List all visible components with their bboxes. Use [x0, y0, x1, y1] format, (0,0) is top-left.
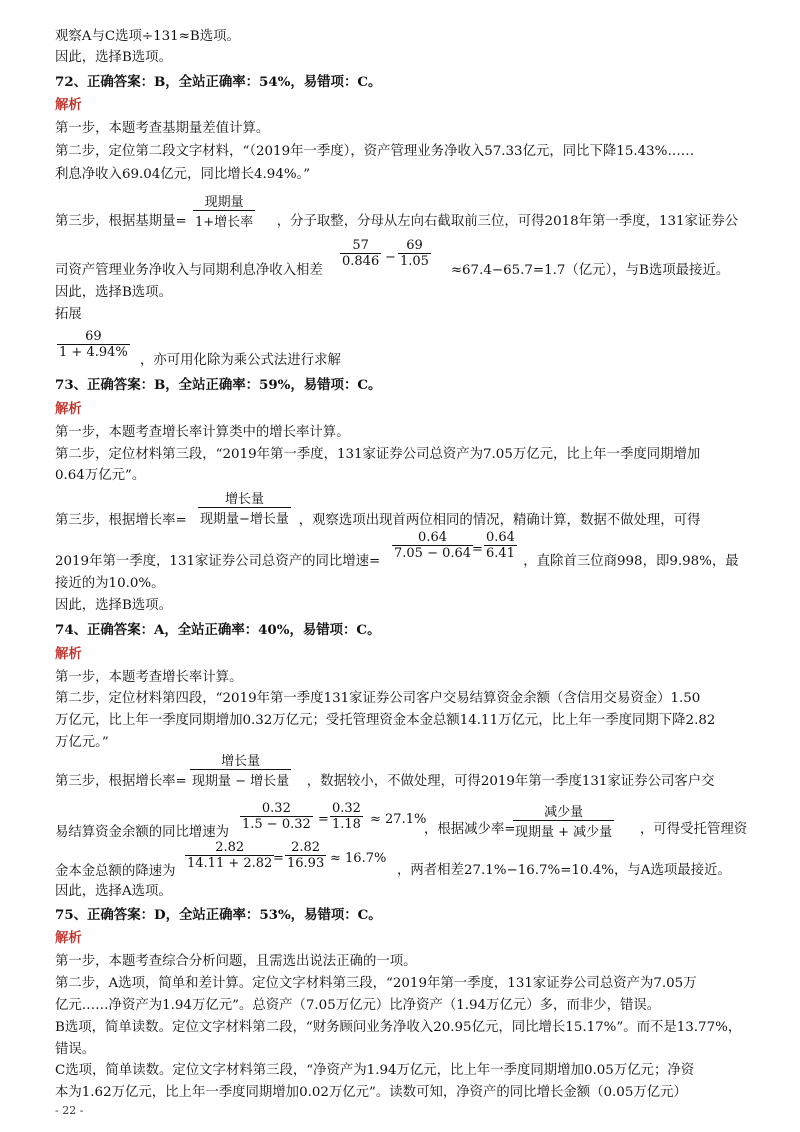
q75-header: 75、正确答案：D，全站正确率：53%，易错项：C。: [55, 907, 382, 923]
fraction-numerator: 0.32: [332, 801, 361, 816]
text-line: [55, 213, 755, 231]
text-span: ，两者相差27.1%−16.7%=10.4%，与A选项最接近。: [397, 863, 731, 878]
fraction-denominator: 0.846: [342, 254, 380, 269]
formula-fraction: [185, 840, 274, 871]
page-number: - 22 -: [55, 1104, 84, 1117]
text-line: 本为1.62万亿元，比上年一季度同期增加0.02万亿元”。读数可知，净资产的同比增长金额（0.05万亿元）: [55, 1085, 687, 1100]
equals-sign: =: [472, 542, 483, 557]
fraction-denominator: 16.93: [287, 856, 325, 871]
formula-fraction: [193, 191, 255, 230]
formula-fraction: [513, 801, 614, 840]
formula-fraction: [398, 238, 431, 269]
fraction-numerator: 0.64: [486, 530, 515, 545]
formula-fraction: [392, 530, 473, 561]
fraction-denominator: 1 + 4.94%: [59, 345, 128, 360]
q73-jiexi-label: 解析: [55, 401, 82, 417]
fraction-denominator: 现期量−增长量: [198, 507, 291, 527]
equals-sign: =: [318, 812, 329, 827]
approx-value: ≈ 16.7%: [330, 851, 387, 866]
text-line: 因此，选择B选项。: [55, 285, 172, 300]
fraction-denominator: 现期量 − 增长量: [190, 769, 291, 789]
fraction-denominator: 6.41: [486, 546, 515, 561]
text-line: 亿元……净资产为1.94万亿元”。总资产（7.05万亿元）比净资产（1.94万亿元）多，而非少，错误。: [55, 998, 661, 1013]
text-line: 利息净收入69.04亿元，同比增长4.94%。”: [55, 167, 311, 182]
text-span: ，根据减少率=: [424, 822, 516, 837]
q74-jiexi-label: 解析: [55, 646, 82, 662]
text-line: 第一步，本题考查基期量差值计算。: [55, 121, 270, 136]
fraction-denominator: 现期量 + 减少量: [513, 820, 614, 840]
text-line: 万亿元，比上年一季度同期增加0.32万亿元；受托管理资金本金总额14.11万亿元，比上年一季度同期下降2.82: [55, 713, 716, 728]
fraction-numerator: 69: [406, 238, 423, 253]
fraction-numerator: 57: [352, 238, 369, 253]
formula-fraction: [190, 750, 291, 789]
text-line: [55, 512, 755, 530]
fraction-numerator: 0.64: [418, 530, 447, 545]
text-line: 0.64万亿元”。: [55, 468, 146, 483]
fraction-denominator: 1.5 − 0.32: [242, 817, 311, 832]
formula-fraction: [330, 801, 363, 832]
fraction-denominator: 7.05 − 0.64: [394, 546, 472, 561]
fraction-numerator: 增长量: [221, 754, 261, 769]
text-line: 万亿元。”: [55, 735, 109, 750]
fraction-denominator: 14.11 + 2.82: [187, 856, 273, 871]
text-line: [55, 773, 755, 791]
fraction-numerator: 减少量: [544, 805, 584, 820]
text-line: 金本金总额的降速为: [55, 864, 176, 879]
text-line: 因此，选择A选项。: [55, 884, 172, 899]
text-line: C选项，简单读数。定位文字材料第三段，“净资产为1.94万亿元，比上年一季度同期增加0.05万亿元；净资: [55, 1063, 695, 1078]
formula-fraction: [240, 801, 313, 832]
text-span: ，分子取整，分母从左向右截取前三位，可得2018年第一季度，131家证券公: [276, 214, 739, 229]
text-span: 第三步，根据增长率=: [55, 774, 187, 789]
text-line: 第一步，本题考查增长率计算类中的增长率计算。: [55, 425, 350, 440]
text-span: ，直除首三位商998，即9.98%，最: [523, 554, 739, 569]
fraction-denominator: 1.05: [400, 254, 429, 269]
text-line: 第二步，定位第二段文字材料，“（2019年一季度），资产管理业务净收入57.33亿元，同比下降15.43%……: [55, 144, 695, 159]
text-line: 错误。: [55, 1042, 96, 1057]
text-line: 第一步，本题考查增长率计算。: [55, 670, 243, 685]
text-line: 第二步，定位材料第三段，“2019年第一季度，131家证券公司总资产为7.05万亿元，比上年一季度同期增加: [55, 447, 701, 462]
formula-fraction: [340, 238, 381, 269]
formula-fraction: [198, 488, 291, 527]
formula-fraction: [484, 530, 517, 561]
fraction-denominator: 1.18: [332, 817, 361, 832]
text-span: ，数据较小，不做处理，可得2019年第一季度131家证券公司客户交: [306, 774, 715, 789]
q75-jiexi-label: 解析: [55, 930, 82, 946]
q74-header: 74、正确答案：A，全站正确率：40%，易错项：C。: [55, 622, 381, 638]
tuozhan-label: 拓展: [55, 307, 82, 322]
text-line: 因此，选择B选项。: [55, 50, 172, 65]
text-line: 易结算资金余额的同比增速为: [55, 825, 230, 840]
q73-header: 73、正确答案：B，全站正确率：59%，易错项：C。: [55, 377, 382, 393]
text-line: 第二步，定位材料第四段，“2019年第一季度131家证券公司客户交易结算资金余额（含信用交易资金）1.50: [55, 691, 701, 706]
fraction-denominator: 1+增长率: [193, 210, 255, 230]
text-span: 第三步，根据基期量=: [55, 214, 187, 229]
approx-value: ≈ 27.1%: [370, 812, 427, 827]
fraction-numerator: 69: [85, 329, 102, 344]
text-span: ≈67.4−65.7=1.7（亿元），与B选项最接近。: [450, 263, 730, 278]
text-span: 司资产管理业务净收入与同期利息净收入相差: [55, 263, 323, 278]
text-line: 第一步，本题考查综合分析问题，且需选出说法正确的一项。: [55, 954, 417, 969]
q72-jiexi-label: 解析: [55, 97, 82, 113]
formula-fraction: [57, 329, 130, 360]
text-line: 第二步，A选项，简单和差计算。定位文字材料第三段，“2019年第一季度，131家证券公司总资产为7.05万: [55, 976, 697, 991]
text-span: 2019年第一季度，131家证券公司总资产的同比增速=: [55, 554, 381, 569]
minus-sign: −: [385, 250, 396, 265]
text-span: ，可得受托管理资: [640, 822, 748, 837]
text-span: 第三步，根据增长率=: [55, 513, 187, 528]
fraction-numerator: 增长量: [224, 492, 264, 507]
q72-header: 72、正确答案：B，全站正确率：54%，易错项：C。: [55, 74, 382, 90]
text-line: ，亦可用化除为乘公式法进行求解: [140, 353, 341, 368]
text-line: 观察A与C选项÷131≈B选项。: [55, 29, 240, 44]
text-span: ，观察选项出现首两位相同的情况，精确计算，数据不做处理，可得: [298, 513, 701, 528]
text-line: B选项，简单读数。定位文字材料第二段，“财务顾问业务净收入20.95亿元，同比增长15.17%”。而不是13.77%，: [55, 1020, 742, 1035]
formula-fraction: [285, 840, 326, 871]
text-line: 接近的为10.0%。: [55, 576, 165, 591]
text-line: 因此，选择B选项。: [55, 598, 172, 613]
fraction-numerator: 现期量: [204, 195, 244, 210]
fraction-numerator: 0.32: [261, 801, 291, 816]
fraction-numerator: 2.82: [215, 840, 245, 855]
fraction-numerator: 2.82: [291, 840, 321, 855]
equals-sign: =: [273, 851, 284, 866]
